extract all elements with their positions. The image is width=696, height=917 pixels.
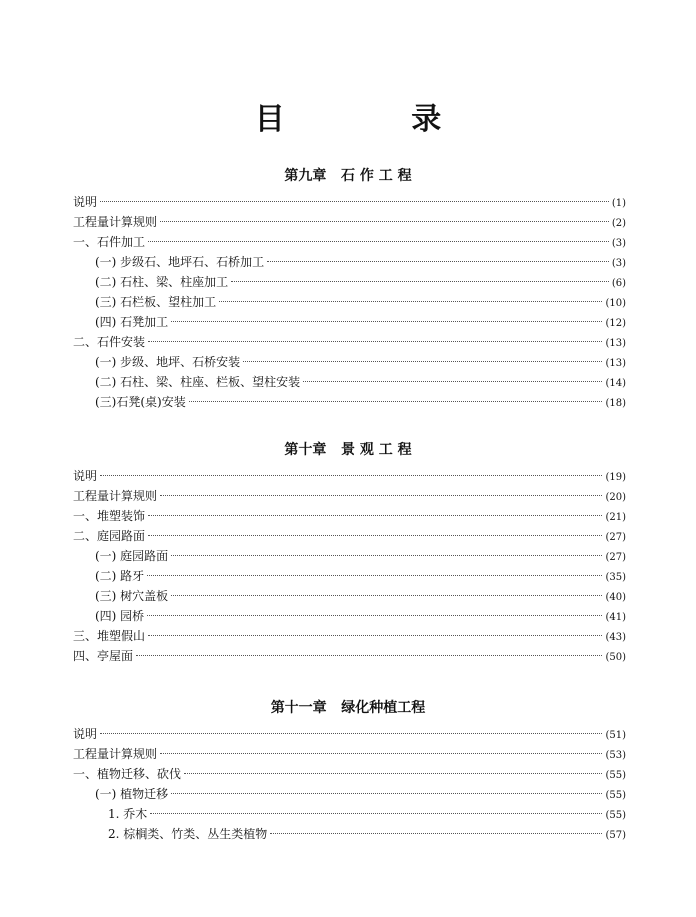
- entry-page: (35): [605, 572, 626, 583]
- chapter-9-entries: [73, 192, 626, 412]
- dot-leader: [243, 361, 602, 362]
- entry-label: (二) 石柱、梁、柱座加工: [95, 275, 229, 289]
- page-title: 目 录: [254, 102, 500, 137]
- toc-entry[interactable]: [73, 392, 626, 412]
- toc-entry[interactable]: [73, 506, 626, 526]
- entry-page: (10): [605, 298, 626, 309]
- dot-leader: [100, 201, 609, 202]
- entry-label: (四) 石凳加工: [95, 315, 169, 329]
- toc-entry[interactable]: [73, 252, 626, 272]
- toc-entry[interactable]: [73, 724, 626, 744]
- dot-leader: [189, 401, 603, 402]
- dot-leader: [160, 495, 602, 496]
- dot-leader: [160, 753, 602, 754]
- entry-label: (二) 路牙: [95, 569, 145, 583]
- toc-entry[interactable]: [73, 784, 626, 804]
- toc-entry[interactable]: [73, 272, 626, 292]
- entry-page: (43): [605, 632, 626, 643]
- entry-label: 工程量计算规则: [73, 215, 158, 229]
- toc-entry[interactable]: [73, 192, 626, 212]
- chapter-11-entries: [73, 724, 626, 844]
- toc-entry[interactable]: [73, 626, 626, 646]
- entry-page: (41): [605, 612, 626, 623]
- entry-page: (53): [605, 750, 626, 761]
- entry-label: 2. 棕榈类、竹类、丛生类植物: [108, 827, 268, 841]
- dot-leader: [231, 281, 609, 282]
- dot-leader: [100, 733, 602, 734]
- entry-label: 说明: [73, 195, 98, 209]
- toc-entry[interactable]: [73, 372, 626, 392]
- dot-leader: [184, 773, 602, 774]
- entry-page: (3): [611, 258, 626, 269]
- toc-entry[interactable]: [73, 332, 626, 352]
- dot-leader: [303, 381, 602, 382]
- entry-page: (55): [605, 770, 626, 781]
- entry-page: (55): [605, 810, 626, 821]
- toc-entry[interactable]: [73, 764, 626, 784]
- entry-page: (19): [605, 472, 626, 483]
- dot-leader: [267, 261, 609, 262]
- toc-entry[interactable]: [73, 566, 626, 586]
- entry-label: (一) 步级石、地坪石、石桥加工: [95, 255, 265, 269]
- toc-entry[interactable]: [73, 526, 626, 546]
- dot-leader: [150, 813, 602, 814]
- entry-page: (27): [605, 552, 626, 563]
- dot-leader: [148, 535, 602, 536]
- entry-page: (18): [605, 398, 626, 409]
- entry-label: 说明: [73, 469, 98, 483]
- toc-entry[interactable]: [73, 804, 626, 824]
- toc-entry[interactable]: [73, 744, 626, 764]
- entry-label: (三)石凳(桌)安装: [95, 395, 186, 409]
- dot-leader: [148, 635, 602, 636]
- toc-entry[interactable]: [73, 646, 626, 666]
- entry-page: (57): [605, 830, 626, 841]
- entry-page: (20): [605, 492, 626, 503]
- entry-label: 工程量计算规则: [73, 489, 158, 503]
- entry-page: (51): [605, 730, 626, 741]
- entry-page: (27): [605, 532, 626, 543]
- entry-label: 1. 乔木: [108, 807, 148, 821]
- entry-label: 工程量计算规则: [73, 747, 158, 761]
- dot-leader: [148, 341, 602, 342]
- entry-page: (2): [611, 218, 626, 229]
- entry-label: (一) 植物迁移: [95, 787, 169, 801]
- entry-label: (二) 石柱、梁、柱座、栏板、望柱安装: [95, 375, 301, 389]
- dot-leader: [136, 655, 602, 656]
- dot-leader: [171, 555, 602, 556]
- toc-entry[interactable]: [73, 586, 626, 606]
- dot-leader: [147, 575, 602, 576]
- dot-leader: [270, 833, 602, 834]
- entry-page: (3): [611, 238, 626, 249]
- entry-label: (三) 石栏板、望柱加工: [95, 295, 217, 309]
- entry-label: (三) 树穴盖板: [95, 589, 169, 603]
- toc-entry[interactable]: [73, 824, 626, 844]
- entry-page: (12): [605, 318, 626, 329]
- toc-entry[interactable]: [73, 232, 626, 252]
- toc-entry[interactable]: [73, 312, 626, 332]
- dot-leader: [171, 595, 602, 596]
- entry-label: 说明: [73, 727, 98, 741]
- entry-label: 二、庭园路面: [73, 529, 146, 543]
- dot-leader: [160, 221, 609, 222]
- dot-leader: [148, 241, 609, 242]
- entry-page: (13): [605, 358, 626, 369]
- chapter-11-title: 第十一章 绿化种植工程: [270, 700, 426, 716]
- entry-page: (21): [605, 512, 626, 523]
- chapter-10-entries: [73, 466, 626, 666]
- toc-entry[interactable]: [73, 212, 626, 232]
- dot-leader: [100, 475, 602, 476]
- entry-label: 二、石件安装: [73, 335, 146, 349]
- dot-leader: [171, 793, 602, 794]
- entry-label: (四) 园桥: [95, 609, 145, 623]
- chapter-9-title: 第九章 石 作 工 程: [284, 168, 412, 184]
- entry-label: (一) 步级、地坪、石桥安装: [95, 355, 241, 369]
- toc-entry[interactable]: [73, 606, 626, 626]
- entry-page: (13): [605, 338, 626, 349]
- entry-label: 一、植物迁移、砍伐: [73, 767, 182, 781]
- dot-leader: [171, 321, 602, 322]
- toc-entry[interactable]: [73, 546, 626, 566]
- entry-label: 一、石件加工: [73, 235, 146, 249]
- dot-leader: [148, 515, 602, 516]
- entry-page: (40): [605, 592, 626, 603]
- chapter-10-title: 第十章 景 观 工 程: [284, 442, 412, 458]
- toc-entry[interactable]: [73, 486, 626, 506]
- entry-page: (14): [605, 378, 626, 389]
- entry-label: 四、亭屋面: [73, 649, 134, 663]
- dot-leader: [147, 615, 602, 616]
- entry-page: (6): [611, 278, 626, 289]
- toc-entry[interactable]: [73, 466, 626, 486]
- entry-label: (一) 庭园路面: [95, 549, 169, 563]
- entry-label: 三、堆塑假山: [73, 629, 146, 643]
- toc-entry[interactable]: [73, 352, 626, 372]
- dot-leader: [219, 301, 602, 302]
- entry-page: (55): [605, 790, 626, 801]
- entry-page: (1): [611, 198, 626, 209]
- entry-label: 一、堆塑装饰: [73, 509, 146, 523]
- toc-entry[interactable]: [73, 292, 626, 312]
- entry-page: (50): [605, 652, 626, 663]
